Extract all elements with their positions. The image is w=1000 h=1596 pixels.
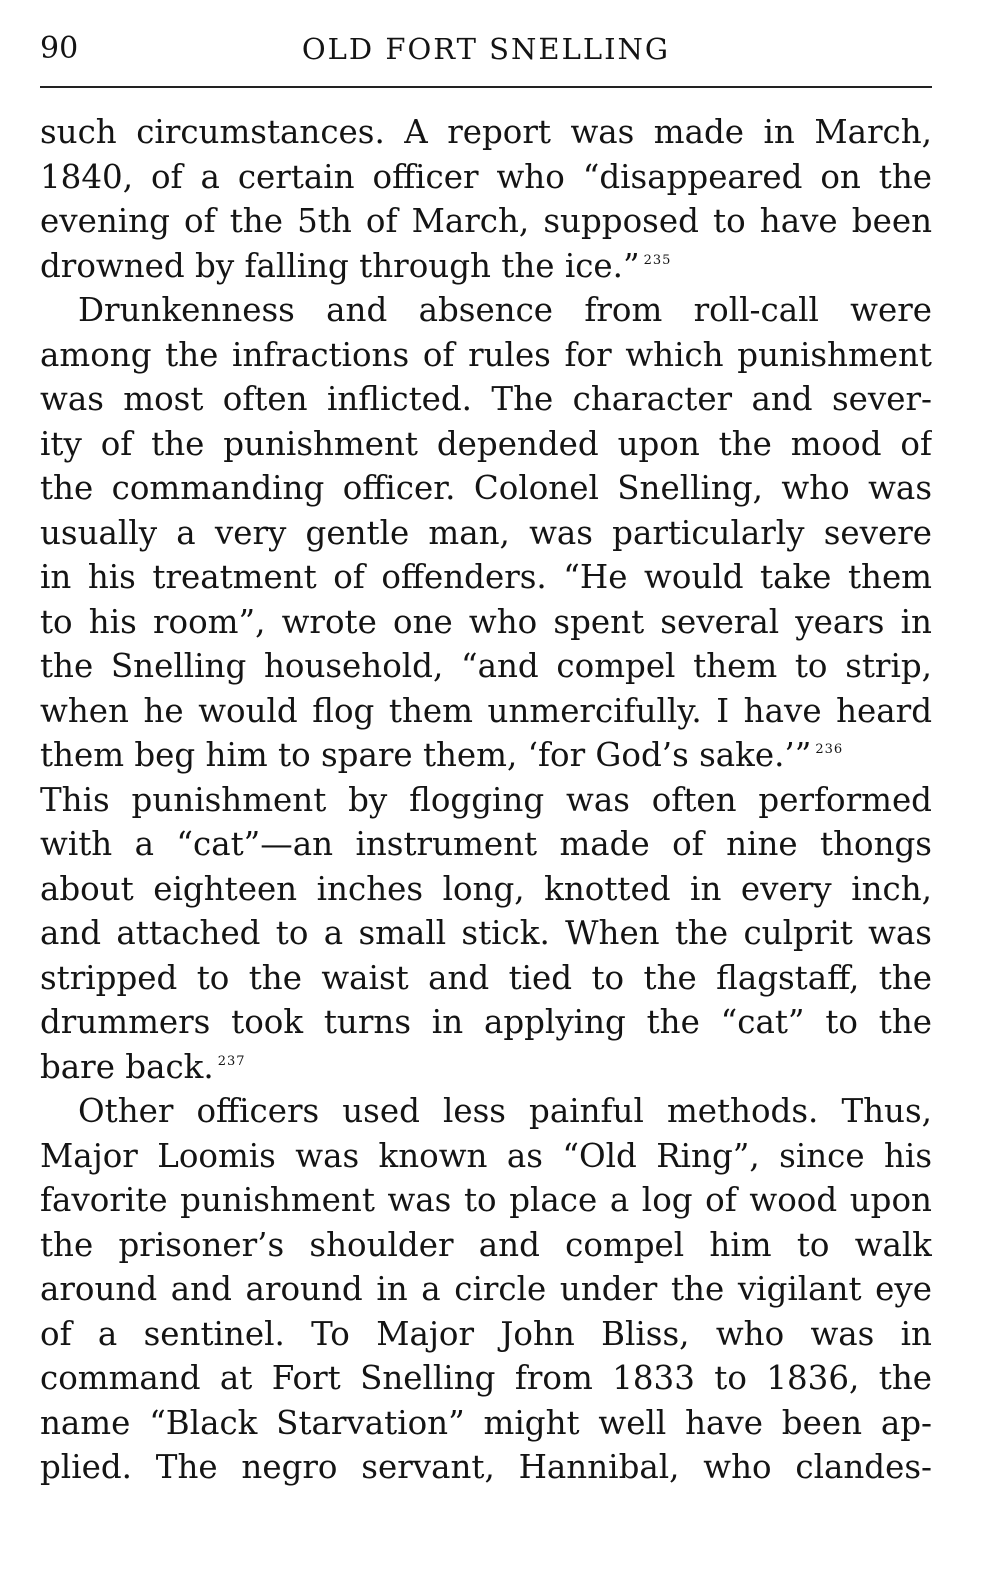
text-line: ity of the punishment depended upon the mood of — [40, 424, 932, 463]
running-title: OLD FORT SNELLING — [301, 32, 671, 66]
text-line: This punishment by flogging was often performed — [40, 780, 932, 819]
text-line: plied. The negro servant, Hannibal, who clandes- — [40, 1448, 932, 1486]
footnote-ref: 237 — [217, 1053, 246, 1069]
text-line: when he would flog them unmercifully. I have heard — [40, 691, 932, 730]
text-line: bare back. $^{237}$ — [40, 1047, 246, 1086]
header-rule — [40, 86, 932, 88]
text-line: the commanding officer. Colonel Snelling, who was — [40, 469, 932, 507]
running-head — [40, 26, 932, 70]
text-line: of a sentinel. To Major John Bliss, who was in — [40, 1314, 932, 1353]
text-line: about eighteen inches long, knotted in every inch, — [40, 869, 932, 908]
footnote-ref: 236 — [815, 742, 844, 757]
text-line: favorite punishment was to place a log of wood upon — [40, 1181, 932, 1219]
text-line: in his treatment of offenders. “He would take them — [40, 558, 932, 596]
footnote-ref: 235 — [643, 252, 672, 268]
text-line: them beg him to spare them, ‘for God’s sake.’” $^{236}$ — [40, 736, 844, 774]
text-line: Major Loomis was known as “Old Ring”, since his — [40, 1136, 932, 1175]
text-line: command at Fort Snelling from 1833 to 1836, the — [40, 1359, 932, 1397]
text-line: name “Black Starvation” might well have been ap- — [40, 1403, 932, 1442]
text-line: 1840, of a certain officer who “disappeared on the — [40, 157, 932, 196]
text-line: drowned by falling through the ice.” $^{235}$ — [40, 246, 672, 285]
text-line: the Snelling household, “and compel them to strip, — [40, 647, 932, 685]
text-line: the prisoner’s shoulder and compel him to walk — [40, 1225, 932, 1264]
text-line: to his room”, wrote one who spent several years in — [40, 602, 932, 641]
text-line: stripped to the waist and tied to the flagstaff, the — [40, 958, 932, 997]
text-line: around and around in a circle under the vigilant eye — [40, 1270, 932, 1308]
body-text — [40, 110, 932, 1490]
text-line: drummers took turns in applying the “cat” to the — [40, 1003, 932, 1041]
text-line: such circumstances. A report was made in March, — [40, 113, 932, 151]
text-line: usually a very gentle man, was particularly severe — [40, 513, 932, 552]
text-line: evening of the 5th of March, supposed to have been — [40, 202, 932, 240]
text-line: with a “cat”—an instrument made of nine thongs — [40, 825, 932, 863]
paragraph-first-line: Drunkenness and absence from roll-call were — [78, 291, 932, 329]
page-number: 90 — [40, 31, 79, 66]
text-line: and attached to a small stick. When the culprit was — [40, 914, 932, 952]
paragraph-first-line: Other officers used less painful methods. Thus, — [78, 1092, 932, 1130]
text-line: was most often inflicted. The character and sever- — [40, 380, 932, 418]
text-line: among the infractions of rules for which punishment — [40, 335, 932, 374]
